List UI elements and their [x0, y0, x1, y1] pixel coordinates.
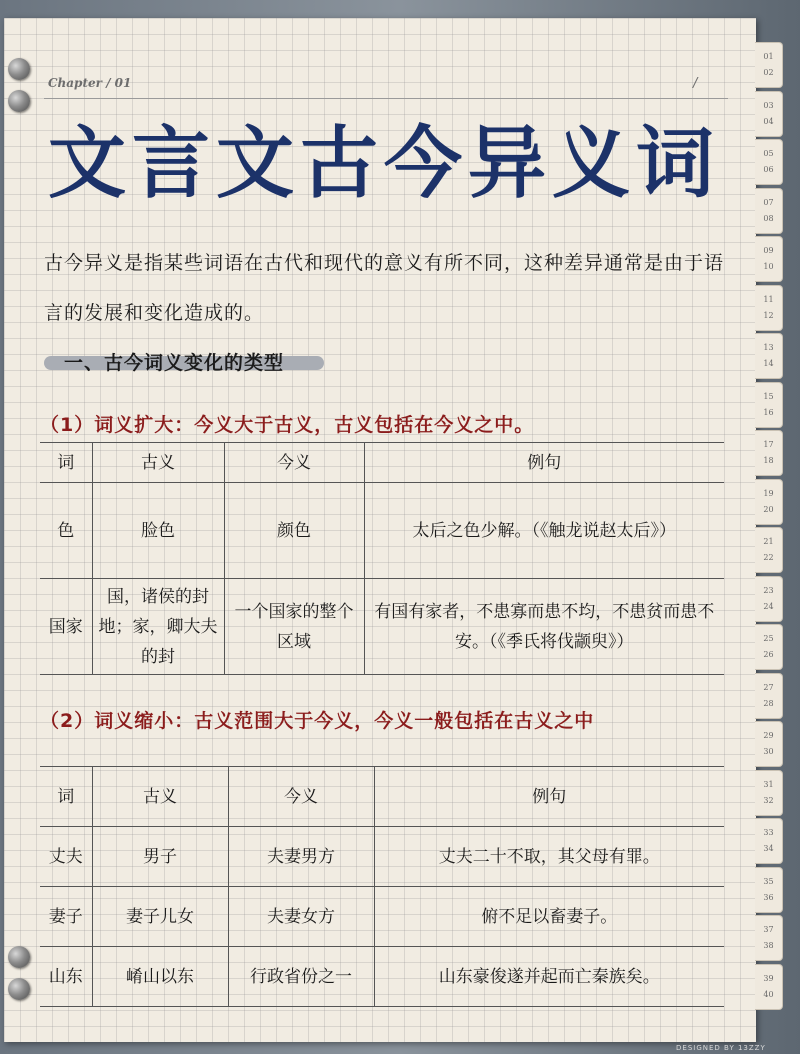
index-tab-number: 21 — [763, 537, 774, 546]
index-tab[interactable] — [755, 721, 783, 767]
index-tab[interactable] — [755, 188, 783, 234]
page-title: 文言文古今异义词 — [47, 119, 720, 209]
index-tab-number: 17 — [763, 440, 774, 449]
index-tab-number: 37 — [763, 925, 774, 934]
index-tab[interactable] — [755, 430, 783, 476]
cell-new-meaning: 夫妻男方 — [228, 827, 374, 887]
subheading-expansion: （1）词义扩大：今义大于古义，古义包括在今义之中。 — [40, 414, 535, 436]
index-tab-number: 18 — [763, 456, 774, 465]
chapter-slash: / — [693, 76, 698, 91]
index-tabs — [755, 42, 785, 1022]
designer-credit: DESIGNED BY 13ZZY — [676, 1044, 766, 1052]
index-tab-number: 05 — [763, 149, 774, 158]
index-tab-number: 06 — [763, 165, 774, 174]
section-title: 一、古今词义变化的类型 — [64, 352, 285, 374]
index-tab-number: 09 — [763, 246, 774, 255]
cell-word: 色 — [40, 483, 92, 579]
index-tab-number: 24 — [763, 601, 774, 611]
cell-new-meaning: 颜色 — [224, 483, 364, 579]
notebook-page — [4, 18, 756, 1042]
index-tab[interactable] — [755, 42, 783, 88]
index-tab-number: 31 — [763, 779, 774, 789]
index-tab[interactable] — [755, 527, 783, 573]
cell-example: 山东豪俊遂并起而亡秦族矣。 — [374, 947, 724, 1007]
index-tab-number: 15 — [763, 391, 774, 401]
index-tab-number: 07 — [763, 197, 774, 207]
index-tab[interactable] — [755, 479, 783, 525]
table-row — [40, 827, 724, 887]
index-tab-number: 40 — [763, 989, 774, 999]
cell-new-meaning: 行政省份之一 — [228, 947, 374, 1007]
table-header-row — [40, 443, 724, 483]
cell-word: 国家 — [40, 579, 92, 675]
table-row — [40, 947, 724, 1007]
index-tab-number: 25 — [763, 634, 774, 643]
index-tab-number: 13 — [763, 343, 774, 352]
cell-old-meaning: 脸色 — [92, 483, 224, 579]
table-row — [40, 483, 724, 579]
cell-word: 妻子 — [40, 887, 92, 947]
binder-ring-icon — [8, 58, 30, 80]
index-tab-number: 14 — [763, 359, 774, 368]
index-tab-number: 10 — [763, 262, 774, 271]
chapter-label: Chapter / 01 — [48, 76, 132, 90]
binder-ring-icon — [8, 90, 30, 112]
index-tab[interactable] — [755, 285, 783, 331]
index-tab-number: 26 — [763, 650, 774, 659]
index-tab-number: 12 — [763, 310, 774, 320]
index-tab-number: 20 — [763, 504, 774, 514]
header-new-meaning: 今义 — [228, 767, 374, 827]
cell-old-meaning: 妻子儿女 — [92, 887, 228, 947]
header-old-meaning: 古义 — [92, 767, 228, 827]
cell-old-meaning: 崤山以东 — [92, 947, 228, 1007]
table-expansion — [40, 442, 724, 675]
cell-word: 山东 — [40, 947, 92, 1007]
index-tab-number: 29 — [763, 731, 774, 740]
index-tab-number: 33 — [763, 828, 774, 837]
index-tab[interactable] — [755, 818, 783, 864]
table-row — [40, 579, 724, 675]
subheading-narrowing: （2）词义缩小：古义范围大于今义，今义一般包括在古义之中 — [40, 710, 595, 732]
header-example: 例句 — [374, 767, 724, 827]
header-word: 词 — [40, 443, 92, 483]
table-row — [40, 887, 724, 947]
index-tab-number: 11 — [763, 294, 774, 304]
index-tab-number: 34 — [763, 844, 774, 853]
index-tab-number: 08 — [763, 213, 774, 223]
index-tab-number: 04 — [763, 116, 774, 126]
header-word: 词 — [40, 767, 92, 827]
cell-new-meaning: 夫妻女方 — [228, 887, 374, 947]
index-tab-number: 19 — [763, 488, 774, 498]
index-tab-number: 16 — [763, 407, 774, 417]
index-tab[interactable] — [755, 915, 783, 961]
index-tab[interactable] — [755, 624, 783, 670]
index-tab-number: 36 — [763, 892, 774, 902]
index-tab-number: 02 — [763, 68, 774, 77]
cell-old-meaning: 国，诸侯的封地；家，卿大夫的封 — [92, 579, 224, 675]
table-narrowing — [40, 766, 724, 1007]
index-tab[interactable] — [755, 673, 783, 719]
index-tab-number: 03 — [763, 100, 774, 110]
index-tab[interactable] — [755, 91, 783, 137]
index-tab[interactable] — [755, 139, 783, 185]
cell-word: 丈夫 — [40, 827, 92, 887]
binder-ring-icon — [8, 946, 30, 968]
index-tab-number: 39 — [763, 973, 774, 983]
index-tab-number: 23 — [763, 585, 774, 595]
intro-paragraph: 古今异义是指某些词语在古代和现代的意义有所不同，这种差异通常是由于语言的发展和变化造成的。 — [44, 252, 725, 324]
index-tab[interactable] — [755, 867, 783, 913]
table-header-row — [40, 767, 724, 827]
binder-ring-icon — [8, 978, 30, 1000]
index-tab-number: 01 — [763, 52, 774, 61]
index-tab[interactable] — [755, 236, 783, 282]
index-tab-number: 22 — [763, 553, 774, 562]
cell-example: 有国有家者，不患寡而患不均，不患贫而患不安。（《季氏将伐颛臾》） — [364, 579, 724, 675]
cell-example: 丈夫二十不取，其父母有罪。 — [374, 827, 724, 887]
index-tab-number: 27 — [763, 682, 774, 692]
cell-old-meaning: 男子 — [92, 827, 228, 887]
index-tab-number: 35 — [763, 876, 774, 886]
index-tab[interactable] — [755, 576, 783, 622]
index-tab[interactable] — [755, 964, 783, 1010]
header-old-meaning: 古义 — [92, 443, 224, 483]
header-example: 例句 — [364, 443, 724, 483]
index-tab-number: 38 — [763, 941, 774, 950]
cell-example: 太后之色少解。（《触龙说赵太后》） — [364, 483, 724, 579]
header-divider — [44, 98, 728, 99]
index-tab[interactable] — [755, 333, 783, 379]
index-tab-number: 30 — [763, 747, 774, 756]
header-new-meaning: 今义 — [224, 443, 364, 483]
index-tab-number: 32 — [763, 795, 774, 805]
cell-new-meaning: 一个国家的整个区域 — [224, 579, 364, 675]
index-tab-number: 28 — [763, 698, 774, 708]
cell-example: 俯不足以畜妻子。 — [374, 887, 724, 947]
index-tab[interactable] — [755, 770, 783, 816]
index-tab[interactable] — [755, 382, 783, 428]
